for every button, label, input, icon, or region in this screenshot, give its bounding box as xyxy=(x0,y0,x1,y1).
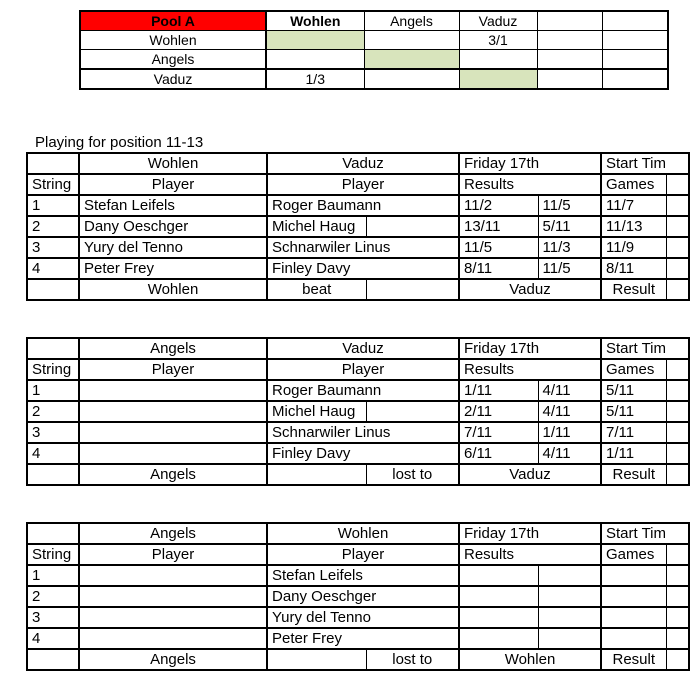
result-game2-cell: 11/5 xyxy=(538,195,601,216)
result-game1-cell: 7/11 xyxy=(459,422,538,443)
pool-row-label: Angels xyxy=(80,50,266,70)
pool-header-cell xyxy=(537,11,602,31)
pool-score-cell xyxy=(602,69,668,89)
string-number-cell: 2 xyxy=(27,216,79,237)
player1-cell: Stefan Leifels xyxy=(79,195,267,216)
string-number-cell: 4 xyxy=(27,258,79,279)
player1-cell xyxy=(79,565,267,586)
games-cell xyxy=(601,628,666,649)
player1-cell xyxy=(79,586,267,607)
footer-result-label-cell: Result xyxy=(601,649,666,670)
footer-team2-cell: Wohlen xyxy=(459,649,601,670)
match-row xyxy=(27,195,689,216)
pool-self-cell xyxy=(459,69,537,89)
match-row xyxy=(27,401,689,422)
spare-cell xyxy=(267,649,366,670)
spare-cell xyxy=(666,607,689,628)
pool-score-cell xyxy=(459,50,537,70)
pool-header-cell xyxy=(602,11,668,31)
result-game1-cell: 2/11 xyxy=(459,401,538,422)
games-cell: 11/13 xyxy=(601,216,666,237)
pool-score-cell xyxy=(364,69,459,89)
pool-score-cell xyxy=(537,31,602,50)
results-label-cell: Results xyxy=(459,359,601,380)
player-label-cell: Player xyxy=(267,544,459,565)
string-number-cell: 4 xyxy=(27,628,79,649)
footer-verb-cell: beat xyxy=(267,279,366,300)
spare-cell xyxy=(666,544,689,565)
player1-cell xyxy=(79,401,267,422)
player1-cell xyxy=(79,422,267,443)
games-cell: 1/11 xyxy=(601,443,666,464)
player2-cell: Roger Baumann xyxy=(267,380,459,401)
match-table-wohlen-vaduz xyxy=(26,152,690,301)
games-cell: 5/11 xyxy=(601,401,666,422)
start-time-header-cell: Start Tim xyxy=(601,523,689,544)
match-row xyxy=(27,607,689,628)
match-table xyxy=(26,152,690,301)
spare-cell xyxy=(666,380,689,401)
result-game2-cell xyxy=(538,565,601,586)
games-cell: 11/9 xyxy=(601,237,666,258)
pool-score-cell xyxy=(602,31,668,50)
result-game2-cell: 4/11 xyxy=(538,401,601,422)
player2-cell: Peter Frey xyxy=(267,628,459,649)
result-game2-cell: 4/11 xyxy=(538,380,601,401)
player2-cell: Finley Davy xyxy=(267,258,459,279)
player-label-cell: Player xyxy=(267,174,459,195)
start-time-header-cell: Start Tim xyxy=(601,338,689,359)
games-cell xyxy=(601,586,666,607)
pool-a-table xyxy=(79,10,669,90)
footer-verb-cell: lost to xyxy=(366,464,459,485)
player2-cell: Stefan Leifels xyxy=(267,565,459,586)
spare-cell xyxy=(666,279,689,300)
team1-header-cell: Angels xyxy=(79,523,267,544)
result-game2-cell xyxy=(538,586,601,607)
player2-cell: Yury del Tenno xyxy=(267,607,459,628)
result-game1-cell xyxy=(459,607,538,628)
pool-score-cell xyxy=(537,50,602,70)
match-row xyxy=(27,628,689,649)
result-game2-cell: 4/11 xyxy=(538,443,601,464)
spare-cell xyxy=(666,258,689,279)
spare-cell xyxy=(666,443,689,464)
games-cell: 7/11 xyxy=(601,422,666,443)
result-game2-cell: 11/3 xyxy=(538,237,601,258)
string-number-cell: 4 xyxy=(27,443,79,464)
player-label-cell: Player xyxy=(267,359,459,380)
games-cell xyxy=(601,607,666,628)
pool-score-cell xyxy=(364,31,459,50)
corner-cell xyxy=(27,153,79,174)
games-label-cell: Games xyxy=(601,174,666,195)
pool-score-cell xyxy=(266,50,364,70)
match-row xyxy=(27,258,689,279)
pool-row-label: Vaduz xyxy=(80,69,266,89)
pool-header-cell: Vaduz xyxy=(459,11,537,31)
match-row xyxy=(27,586,689,607)
match-table-angels-vaduz xyxy=(26,337,690,486)
spare-cell xyxy=(27,279,79,300)
pool-score-cell: 1/3 xyxy=(266,69,364,89)
spare-cell xyxy=(666,628,689,649)
pool-name-cell: Pool A xyxy=(80,11,266,31)
spare-cell xyxy=(27,649,79,670)
footer-result-label-cell: Result xyxy=(601,279,666,300)
string-number-cell: 2 xyxy=(27,586,79,607)
footer-team2-cell: Vaduz xyxy=(459,279,601,300)
pool-header-cell: Wohlen xyxy=(266,11,364,31)
spare-cell xyxy=(666,401,689,422)
match-row xyxy=(27,443,689,464)
pool-score-cell: 3/1 xyxy=(459,31,537,50)
games-cell: 11/7 xyxy=(601,195,666,216)
string-label-cell: String xyxy=(27,359,79,380)
result-game1-cell: 8/11 xyxy=(459,258,538,279)
pool-self-cell xyxy=(364,50,459,70)
pool-score-cell xyxy=(537,69,602,89)
footer-team1-cell: Wohlen xyxy=(79,279,267,300)
result-game1-cell: 11/5 xyxy=(459,237,538,258)
pool-score-cell xyxy=(602,50,668,70)
team2-header-cell: Vaduz xyxy=(267,153,459,174)
games-cell xyxy=(601,565,666,586)
match-table xyxy=(26,337,690,486)
string-number-cell: 1 xyxy=(27,565,79,586)
result-game1-cell: 6/11 xyxy=(459,443,538,464)
spare-cell xyxy=(666,464,689,485)
spare-cell xyxy=(666,359,689,380)
match-row xyxy=(27,565,689,586)
player2-cell: Michel Haug xyxy=(267,401,366,422)
results-label-cell: Results xyxy=(459,174,601,195)
footer-team2-cell: Vaduz xyxy=(459,464,601,485)
player1-cell xyxy=(79,607,267,628)
games-cell: 5/11 xyxy=(601,380,666,401)
string-number-cell: 2 xyxy=(27,401,79,422)
pool-self-cell xyxy=(266,31,364,50)
games-label-cell: Games xyxy=(601,359,666,380)
result-game2-cell: 5/11 xyxy=(538,216,601,237)
player-label-cell: Player xyxy=(79,359,267,380)
string-number-cell: 1 xyxy=(27,380,79,401)
results-label-cell: Results xyxy=(459,544,601,565)
result-game1-cell xyxy=(459,565,538,586)
day-header-cell: Friday 17th xyxy=(459,153,601,174)
player1-cell: Dany Oeschger xyxy=(79,216,267,237)
string-number-cell: 3 xyxy=(27,607,79,628)
player1-cell: Yury del Tenno xyxy=(79,237,267,258)
spare-cell xyxy=(666,422,689,443)
team1-header-cell: Wohlen xyxy=(79,153,267,174)
player2-cell: Roger Baumann xyxy=(267,195,459,216)
spare-cell xyxy=(666,195,689,216)
pool-a-table-wrap xyxy=(79,10,669,90)
spare-cell xyxy=(366,279,459,300)
string-number-cell: 1 xyxy=(27,195,79,216)
section-title: Playing for position 11-13 xyxy=(35,134,204,151)
result-game1-cell xyxy=(459,586,538,607)
spare-cell xyxy=(267,464,366,485)
match-row xyxy=(27,380,689,401)
string-number-cell: 3 xyxy=(27,422,79,443)
footer-result-label-cell: Result xyxy=(601,464,666,485)
player2-extra-cell xyxy=(366,401,459,422)
string-number-cell: 3 xyxy=(27,237,79,258)
spare-cell xyxy=(666,174,689,195)
spare-cell xyxy=(666,216,689,237)
corner-cell xyxy=(27,523,79,544)
pool-row-label: Wohlen xyxy=(80,31,266,50)
player2-extra-cell xyxy=(366,216,459,237)
footer-team1-cell: Angels xyxy=(79,464,267,485)
player1-cell xyxy=(79,628,267,649)
spare-cell xyxy=(27,464,79,485)
start-time-header-cell: Start Tim xyxy=(601,153,689,174)
match-row xyxy=(27,237,689,258)
footer-team1-cell: Angels xyxy=(79,649,267,670)
result-game2-cell: 1/11 xyxy=(538,422,601,443)
result-game2-cell: 11/5 xyxy=(538,258,601,279)
result-game1-cell: 1/11 xyxy=(459,380,538,401)
result-game1-cell xyxy=(459,628,538,649)
spare-cell xyxy=(666,237,689,258)
team2-header-cell: Wohlen xyxy=(267,523,459,544)
result-game2-cell xyxy=(538,628,601,649)
team2-header-cell: Vaduz xyxy=(267,338,459,359)
team1-header-cell: Angels xyxy=(79,338,267,359)
result-game1-cell: 13/11 xyxy=(459,216,538,237)
pool-header-cell: Angels xyxy=(364,11,459,31)
result-game1-cell: 11/2 xyxy=(459,195,538,216)
player2-cell: Finley Davy xyxy=(267,443,459,464)
result-game2-cell xyxy=(538,607,601,628)
day-header-cell: Friday 17th xyxy=(459,338,601,359)
match-row xyxy=(27,216,689,237)
string-label-cell: String xyxy=(27,174,79,195)
match-row xyxy=(27,422,689,443)
player2-cell: Dany Oeschger xyxy=(267,586,459,607)
spare-cell xyxy=(666,586,689,607)
corner-cell xyxy=(27,338,79,359)
player1-cell xyxy=(79,380,267,401)
player2-cell: Michel Haug xyxy=(267,216,366,237)
string-label-cell: String xyxy=(27,544,79,565)
player1-cell: Peter Frey xyxy=(79,258,267,279)
player-label-cell: Player xyxy=(79,174,267,195)
match-table xyxy=(26,522,690,671)
games-label-cell: Games xyxy=(601,544,666,565)
match-table-angels-wohlen xyxy=(26,522,690,671)
player-label-cell: Player xyxy=(79,544,267,565)
footer-verb-cell: lost to xyxy=(366,649,459,670)
player2-cell: Schnarwiler Linus xyxy=(267,422,459,443)
day-header-cell: Friday 17th xyxy=(459,523,601,544)
games-cell: 8/11 xyxy=(601,258,666,279)
player2-cell: Schnarwiler Linus xyxy=(267,237,459,258)
player1-cell xyxy=(79,443,267,464)
spare-cell xyxy=(666,565,689,586)
spare-cell xyxy=(666,649,689,670)
